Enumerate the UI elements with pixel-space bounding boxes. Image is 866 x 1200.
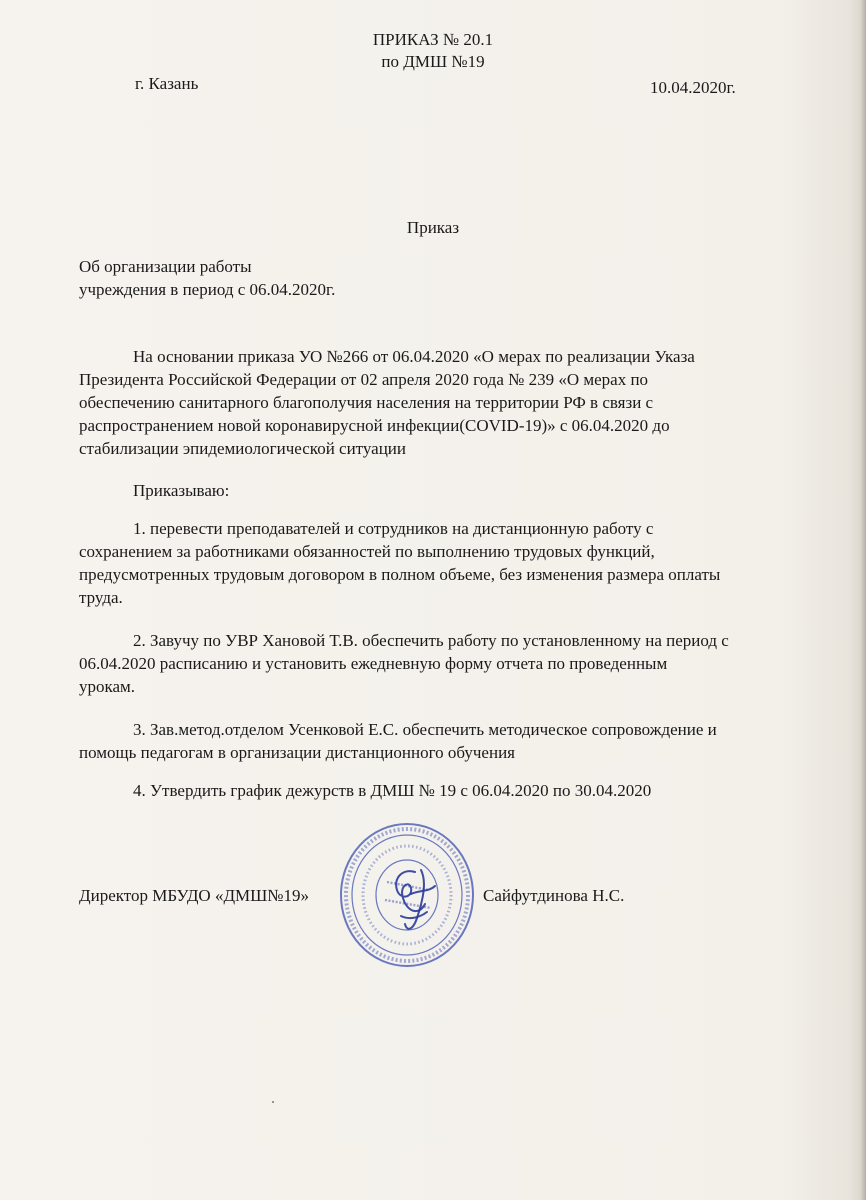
basis-line: обеспечению санитарного благополучия населения на территории РФ в связи с <box>79 393 654 412</box>
subject-line: учреждения в период с 06.04.2020г. <box>79 280 336 299</box>
subject-line: Об организации работы <box>79 257 252 276</box>
city: г. Казань <box>135 74 199 93</box>
subject-block <box>79 255 784 301</box>
item-line: труда. <box>79 588 123 607</box>
order-title: ПРИКАЗ № 20.1 <box>372 30 494 49</box>
order-word-block <box>79 479 784 502</box>
order-date: 10.04.2020г. <box>650 78 736 97</box>
scan-speck <box>272 1101 274 1103</box>
basis-line: распространением новой коронавирусной инфекции(COVID-19)» с 06.04.2020 до <box>79 416 670 435</box>
basis-line: На основании приказа УО №266 от 06.04.2020 «О мерах по реализации Указа <box>133 347 695 366</box>
order-subtitle: по ДМШ №19 <box>381 52 485 71</box>
item-line: урокам. <box>79 677 136 696</box>
item-line: 4. Утвердить график дежурств в ДМШ № 19 с 06.04.2020 по 30.04.2020 <box>133 781 652 800</box>
order-item-1 <box>79 517 784 609</box>
official-stamp-icon <box>337 820 477 970</box>
item-line: 2. Завучу по УВР Хановой Т.В. обеспечить работу по установленному на период с <box>133 631 729 650</box>
item-line: 3. Зав.метод.отделом Усенковой Е.С. обеспечить методическое сопровождение и <box>133 720 717 739</box>
basis-line: Президента Российской Федерации от 02 апреля 2020 года № 239 «О мерах по <box>79 370 649 389</box>
order-word: Приказываю: <box>133 481 230 500</box>
order-item-2 <box>79 629 784 698</box>
order-item-4 <box>79 779 784 802</box>
signature-name: Сайфутдинова Н.С. <box>483 886 625 905</box>
basis-paragraph <box>79 345 784 460</box>
item-line: предусмотренных трудовым договором в полном объеме, без изменения размера оплаты <box>79 565 721 584</box>
signature-position: Директор МБУДО «ДМШ№19» <box>79 886 310 905</box>
page-edge-shadow <box>860 0 866 1200</box>
order-item-3 <box>79 718 784 764</box>
item-line: 06.04.2020 расписанию и установить ежедневную форму отчета по проведенным <box>79 654 668 673</box>
item-line: сохранением за работниками обязанностей по выполнению трудовых функций, <box>79 542 655 561</box>
item-line: помощь педагогам в организации дистанционного обучения <box>79 743 515 762</box>
basis-line: стабилизации эпидемиологической ситуации <box>79 439 407 458</box>
doc-title: Приказ <box>406 218 460 237</box>
item-line: 1. перевести преподавателей и сотрудников на дистанционную работу с <box>133 519 654 538</box>
